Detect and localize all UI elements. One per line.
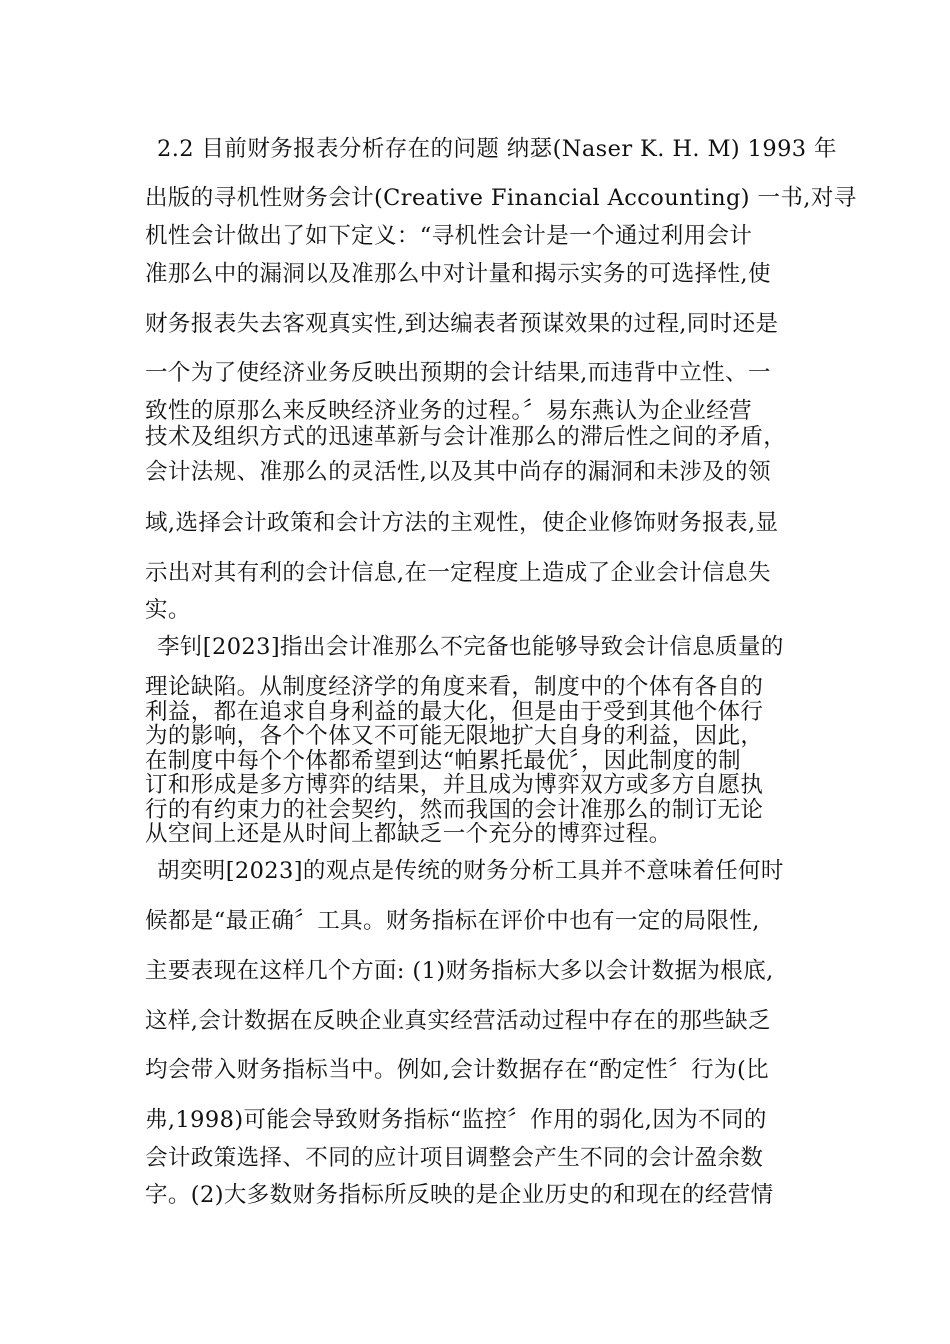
text-line: 胡奕明[2023]的观点是传统的财务分析工具并不意味着任何时 [157,858,784,884]
text-line: 会计法规、准那么的灵活性,以及其中尚存的漏洞和未涉及的领 [145,459,771,485]
text-line: 准那么中的漏洞以及准那么中对计量和揭示实务的可选择性,使 [145,261,771,287]
text-line: 示出对其有利的会计信息,在一定程度上造成了企业会计信息失 [145,560,771,586]
text-line: 均会带入财务指标当中。例如,会计数据存在“酌定性〞行为(比 [145,1057,770,1083]
text-line: 会计政策选择、不同的应计项目调整会产生不同的会计盈余数 [145,1145,764,1171]
text-line: 弗,1998)可能会导致财务指标“监控〞作用的弱化,因为不同的 [145,1107,767,1133]
text-line: 一个为了使经济业务反映出预期的会计结果,而违背中立性、一 [145,360,771,386]
text-line: 理论缺陷。从制度经济学的角度来看，制度中的个体有各自的 [145,674,764,700]
text-line: 为的影响，各个个体又不可能无限地扩大自身的利益，因此， [145,723,764,749]
text-line: 在制度中每个个体都希望到达“帕累托最优〞，因此制度的制 [145,748,742,774]
text-line: 技术及组织方式的迅速革新与会计准那么的滞后性之间的矛盾， [145,424,787,450]
text-line: 域,选择会计政策和会计方法的主观性，使企业修饰财务报表,显 [145,510,779,536]
text-line: 2.2 目前财务报表分析存在的问题 纳瑟(Naser K. H. M) 1993 年 [157,136,837,162]
text-line: 字。(2)大多数财务指标所反映的是企业历史的和现在的经营情 [145,1182,774,1208]
text-line: 利益，都在追求自身利益的最大化，但是由于受到其他个体行 [145,699,764,725]
text-line: 主要表现在这样几个方面: (1)财务指标大多以会计数据为根底, [145,958,774,984]
text-line: 致性的原那么来反映经济业务的过程。〞易东燕认为企业经营 [145,398,753,424]
text-line: 行的有约束力的社会契约，然而我国的会计准那么的制订无论 [145,797,764,823]
text-line: 订和形成是多方博弈的结果，并且成为博弈双方或多方自愿执 [145,772,764,798]
text-line: 出版的寻机性财务会计(Creative Financial Accounting) 一书,对寻 [145,185,857,211]
text-line: 候都是“最正确〞工具。财务指标在评价中也有一定的局限性, [145,908,760,934]
text-line: 李钊[2023]指出会计准那么不完备也能够导致会计信息质量的 [157,634,784,660]
text-line: 从空间上还是从时间上都缺乏一个充分的博弈过程。 [145,821,672,847]
text-line: 这样,会计数据在反映企业真实经营活动过程中存在的那些缺乏 [145,1008,771,1034]
text-line: 机性会计做出了如下定义：“寻机性会计是一个通过利用会计 [145,223,753,249]
text-line: 实。 [145,597,191,623]
text-line: 财务报表失去客观真实性,到达编表者预谋效果的过程,同时还是 [145,311,779,337]
